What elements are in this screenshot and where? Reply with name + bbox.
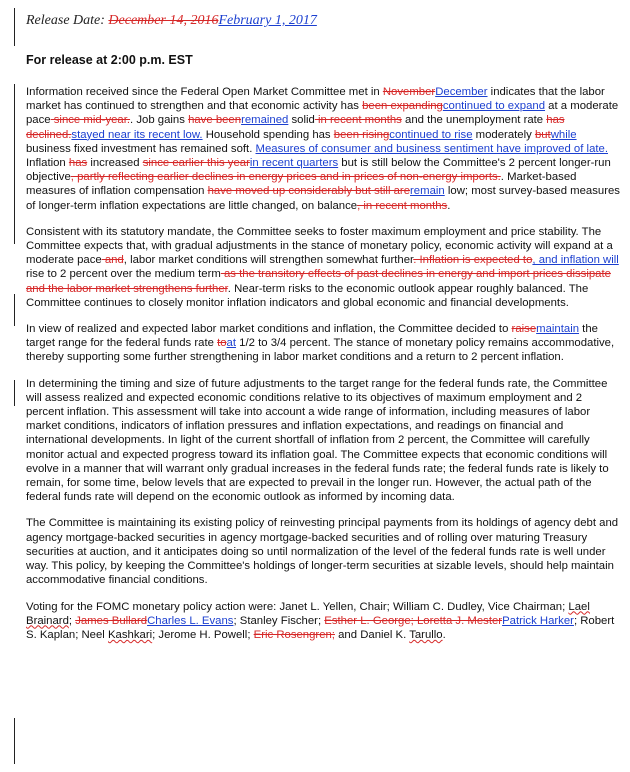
deleted-member: James Bullard [75,614,148,627]
change-bar-paragraph-2 [14,294,15,326]
paragraph-future-adjustments: In determining the timing and size of future adjustments to the target range for the federal funds rate, the Committee will assess realized and expected economic conditions relative to its objectives of maximum employment and 2 percent inflation. This assessment will take into account a wide range of information, including measures of labor market conditions, indicators of inflation pressures and inflation expectations, and readings on financial and international developments. In light of the current shortfall of inflation from 2 percent, the Committee will carefully monitor actual and expected progress toward its inflation goal. The Committee expects that economic conditions will evolve in a manner that will warrant only gradual increases in the federal funds rate; the federal funds rate is likely to remain, for some time, below levels that are expected to prevail in the longer run. However, the actual path of the federal funds rate will depend on the economic outlook as informed by incoming data. [26,377,609,504]
member-name: Lael Brainard [26,600,590,627]
release-date [26,12,317,30]
deleted-date: December 14, 2016 [108,13,219,28]
inserted-text: at [226,337,237,350]
paragraph-reinvestment-policy: The Committee is maintaining its existing policy of reinvesting principal payments from its holdings of agency debt and agency mortgage-backed securities in agency mortgage-backed securities and of rolling over maturing Treasury securities at auction, and it anticipates doing so until normalization of the level of the federal funds rate is well under way. This policy, by keeping the Committee's holdings of longer-term securities at sizable levels, should help maintain accommodative financial conditions. [26,517,619,587]
release-time-heading: For release at 2:00 p.m. EST [26,53,193,67]
statement-body [26,85,620,654]
inserted-text: , and inflation will [532,254,619,267]
deleted-text: and [101,254,124,267]
inserted-text: while [550,128,577,141]
deleted-text: . Inflation is expected to [413,254,533,267]
inserted-text: remain [410,185,445,198]
change-bar-paragraph-6 [14,718,15,764]
inserted-text: maintain [536,323,580,336]
member-name: Tarullo [409,628,443,641]
paragraph-outlook: Consistent with its statutory mandate, the Committee seeks to foster maximum employment and price stability. The Committee expects that, with gradual adjustments in the stance of monetary policy, economic activity will expand at a moderate pace and, labor market conditions will strengthen somewhat further. Inflation is expected to, and inflation will rise to 2 percent over the medium term as the transitory effects of past declines in energy and import prices dissipate and the labor market strengthens further. Near-term risks to the economic outlook appear roughly balanced. The Committee continues to closely monitor inflation indicators and global economic and financial developments. [26,225,619,309]
deleted-text: have been [188,114,242,127]
inserted-date: February 1, 2017 [218,13,317,28]
deleted-member: Eric Rosengren; [253,628,335,641]
inserted-text: in recent quarters [249,157,339,170]
member-name: Kashkari [107,628,153,641]
inserted-text: Measures of consumer and business sentiment have improved of late. [255,142,608,155]
deleted-text: November [382,86,436,98]
inserted-member: Patrick Harker [502,614,574,627]
deleted-member: Esther L. George; Loretta J. Mester [324,614,503,627]
paragraph-voting-members: Voting for the FOMC monetary policy action were: Janet L. Yellen, Chair; William C. Dudley, Vice Chairman; Lael Brainard; James BullardCharles L. Evans; Stanley Fischer; Esther L. George; Loretta J. MesterPatrick Harker; Robert S. Kaplan; Neel Kashkari; Jerome H. Powell; Eric Rosengren; and Daniel K. Tarullo. [26,600,615,641]
inserted-text: remained [241,114,289,127]
inserted-text: continued to expand [442,100,546,113]
deleted-text: since earlier this year [142,157,250,170]
deleted-text: raise [511,323,537,336]
deleted-text: in recent months [314,114,402,127]
deleted-text: been rising [333,128,390,141]
deleted-text: but [534,128,551,141]
inserted-text: stayed near its recent low. [71,128,203,141]
inserted-text: continued to rise [389,128,473,141]
paragraph-labor-market: Information received since the Federal Open Market Committee met in NovemberDecember indicates that the labor market has continued to strengthen and that economic activity has been expandingcontinued to expand at a moderate pace since mid-year.. Job gains have beenremained solid in recent months and the unemployment rate has declined.stayed near its recent low. Household spending has been risingcontinued to rise moderately butwhile business fixed investment has remained soft. Measures of consumer and business sentiment have improved of late. Inflation has increased since earlier this yearin recent quarters but is still below the Committee's 2 percent longer-run objective, partly reflecting earlier declines in energy prices and in prices of non-energy imports.. Market-based measures of inflation compensation have moved up considerably but still areremain low; most survey-based measures of longer-term inflation expectations are little changed, on balance, in recent months. [26,86,620,212]
deleted-text: , partly reflecting earlier declines in energy prices and in prices of non-energy imports. [70,171,501,184]
deleted-text: has [68,157,88,170]
deleted-text: been expanding [362,100,443,113]
deleted-text: to [217,337,227,350]
release-date-label: Release Date: [26,13,109,28]
deleted-text: have moved up considerably but still are [207,185,411,198]
inserted-text: December [435,86,488,98]
change-bar-paragraph-1 [14,84,15,244]
deleted-text: as the transitory effects of past declines in energy and import prices dissipate and the labor market strengthens further [26,268,611,295]
deleted-text: since mid-year. [50,114,131,127]
inserted-member: Charles L. Evans [147,614,234,627]
change-bar-header [14,8,15,46]
paragraph-rate-decision: In view of realized and expected labor market conditions and inflation, the Committee decided to raisemaintain the target range for the federal funds rate toat 1/2 to 3/4 percent. The stance of monetary policy remains accommodative, thereby supporting some further strengthening in labor market conditions and a return to 2 percent inflation. [26,323,615,364]
change-bar-paragraph-3 [14,380,15,406]
deleted-text: , in recent months [357,199,448,212]
deleted-text: has declined. [26,114,565,141]
